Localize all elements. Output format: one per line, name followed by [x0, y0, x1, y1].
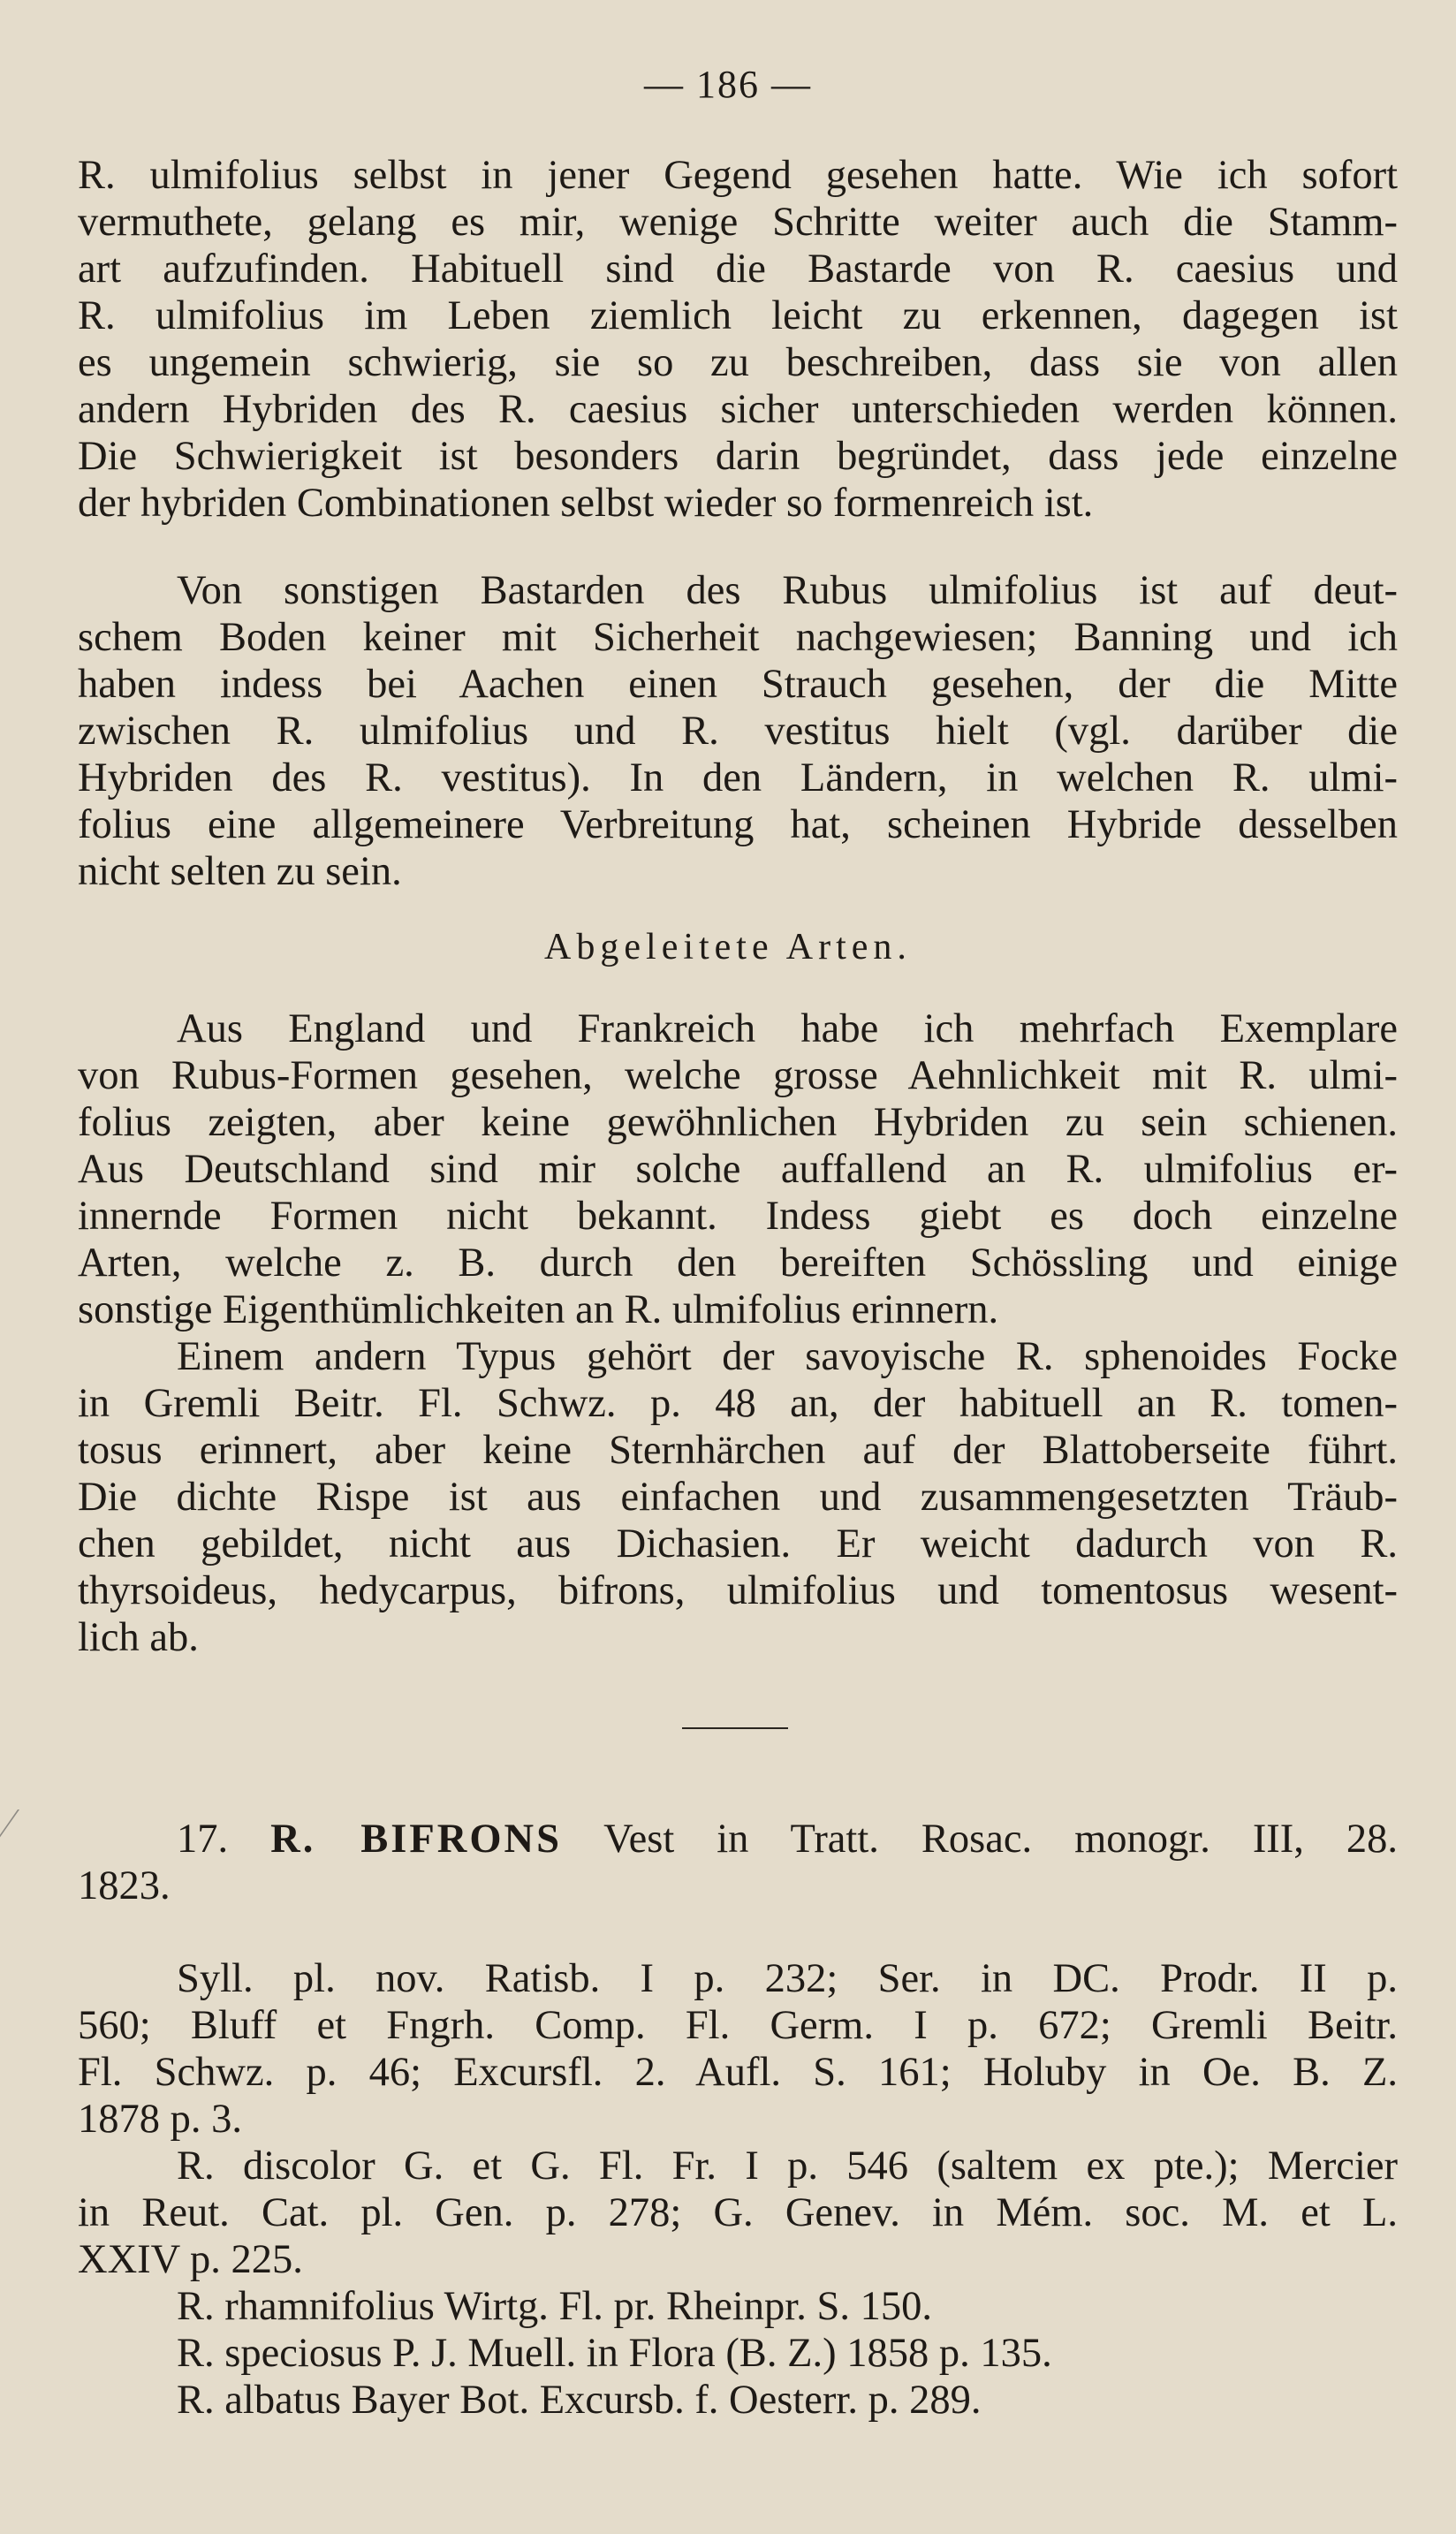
- text-line: haben indess bei Aachen einen Strauch gesehen, der die Mitte: [78, 662, 1398, 707]
- text-line: R. ulmifolius selbst in jener Gegend gesehen hatte. Wie ich sofort: [78, 153, 1398, 198]
- text-line: andern Hybriden des R. caesius sicher unterschieden werden können.: [78, 387, 1398, 432]
- species-authority: Vest in Tratt. Rosac. monogr. III, 28.: [603, 1817, 1399, 1862]
- text-line: schem Boden keiner mit Sicherheit nachgewiesen; Banning und ich: [78, 615, 1398, 660]
- paragraph-4: [78, 1333, 1398, 1661]
- text-line: Aus England und Frankreich habe ich mehrfach Exemplare: [177, 1006, 1398, 1051]
- text-line: R. rhamnifolius Wirtg. Fl. pr. Rheinpr. S. 150.: [177, 2284, 932, 2329]
- text-line: zwischen R. ulmifolius und R. vestitus hielt (vgl. darüber die: [78, 709, 1398, 754]
- text-line: Die Schwierigkeit ist besonders darin begründet, dass jede einzelne: [78, 434, 1398, 479]
- text-line: Arten, welche z. B. durch den bereiften Schössling und einige: [78, 1240, 1398, 1286]
- species-entry: [78, 1816, 1398, 1909]
- text-line: sonstige Eigenthümlichkeiten an R. ulmifolius erinnern.: [78, 1287, 999, 1332]
- synonymy-3: [78, 2283, 1398, 2330]
- text-line: R. ulmifolius im Leben ziemlich leicht zu erkennen, dagegen ist: [78, 293, 1398, 338]
- text-line: in Reut. Cat. pl. Gen. p. 278; G. Genev. in Mém. soc. M. et L.: [78, 2190, 1398, 2235]
- species-title-line: [78, 1816, 1398, 1863]
- text-line: folius eine allgemeinere Verbreitung hat, scheinen Hybride desselben: [78, 802, 1398, 847]
- text-line: folius zeigten, aber keine gewöhnlichen Hybriden zu sein schienen.: [78, 1100, 1398, 1145]
- text-line: Hybriden des R. vestitus). In den Ländern, in welchen R. ulmi-: [78, 755, 1398, 800]
- synonymy-5: [78, 2377, 1398, 2424]
- synonymy-1: [78, 1955, 1398, 2143]
- text-line: Einem andern Typus gehört der savoyische R. sphenoides Focke: [177, 1334, 1398, 1379]
- text-line: chen gebildet, nicht aus Dichasien. Er weicht dadurch von R.: [78, 1521, 1398, 1567]
- section-heading: Abgeleitete Arten.: [544, 927, 912, 967]
- paragraph-3: [78, 1005, 1398, 1333]
- section-divider: [682, 1727, 788, 1729]
- text-line: 560; Bluff et Fngrh. Comp. Fl. Germ. I p. 672; Gremli Beitr.: [78, 2003, 1398, 2048]
- margin-pencil-mark: [0, 1809, 49, 1845]
- text-line: es ungemein schwierig, sie so zu beschreiben, dass sie von allen: [78, 340, 1398, 385]
- text-line: lich ab.: [78, 1615, 199, 1660]
- species-year: 1823.: [78, 1863, 171, 1908]
- page-number: — 186 —: [644, 63, 812, 106]
- text-line: Aus Deutschland sind mir solche auffallend an R. ulmifolius er-: [78, 1147, 1398, 1192]
- text-line: Von sonstigen Bastarden des Rubus ulmifolius ist auf deut-: [177, 568, 1398, 613]
- text-line: R. discolor G. et G. Fl. Fr. I p. 546 (saltem ex pte.); Mercier: [177, 2143, 1398, 2189]
- paragraph-2: [78, 567, 1398, 895]
- species-name: R. BIFRONS: [270, 1817, 563, 1862]
- text-line: R. speciosus P. J. Muell. in Flora (B. Z.) 1858 p. 135.: [177, 2331, 1052, 2376]
- text-line: XXIV p. 225.: [78, 2237, 303, 2282]
- paragraph-1: [78, 152, 1398, 527]
- text-line: R. albatus Bayer Bot. Excursb. f. Oesterr. p. 289.: [177, 2378, 982, 2423]
- text-line: art aufzufinden. Habituell sind die Bastarde von R. caesius und: [78, 247, 1398, 292]
- text-line: Fl. Schwz. p. 46; Excursfl. 2. Aufl. S. 161; Holuby in Oe. B. Z.: [78, 2050, 1398, 2095]
- text-line: von Rubus-Formen gesehen, welche grosse Aehnlichkeit mit R. ulmi-: [78, 1053, 1398, 1098]
- text-line: innernde Formen nicht bekannt. Indess giebt es doch einzelne: [78, 1194, 1398, 1239]
- synonymy-4: [78, 2330, 1398, 2377]
- text-line: nicht selten zu sein.: [78, 849, 402, 894]
- synonymy-2: [78, 2143, 1398, 2283]
- text-line: thyrsoideus, hedycarpus, bifrons, ulmifolius und tomentosus wesent-: [78, 1568, 1398, 1613]
- text-line: tosus erinnert, aber keine Sternhärchen auf der Blattoberseite führt.: [78, 1428, 1398, 1473]
- text-line: der hybriden Combinationen selbst wieder so formenreich ist.: [78, 481, 1094, 526]
- text-line: vermuthete, gelang es mir, wenige Schritte weiter auch die Stamm-: [78, 200, 1398, 245]
- text-line: Syll. pl. nov. Ratisb. I p. 232; Ser. in DC. Prodr. II p.: [177, 1956, 1398, 2001]
- text-line: in Gremli Beitr. Fl. Schwz. p. 48 an, der habituell an R. tomen-: [78, 1381, 1398, 1426]
- text-line: Die dichte Rispe ist aus einfachen und zusammengesetzten Träub-: [78, 1475, 1398, 1520]
- text-line: 1878 p. 3.: [78, 2097, 242, 2142]
- species-number: 17.: [177, 1817, 229, 1862]
